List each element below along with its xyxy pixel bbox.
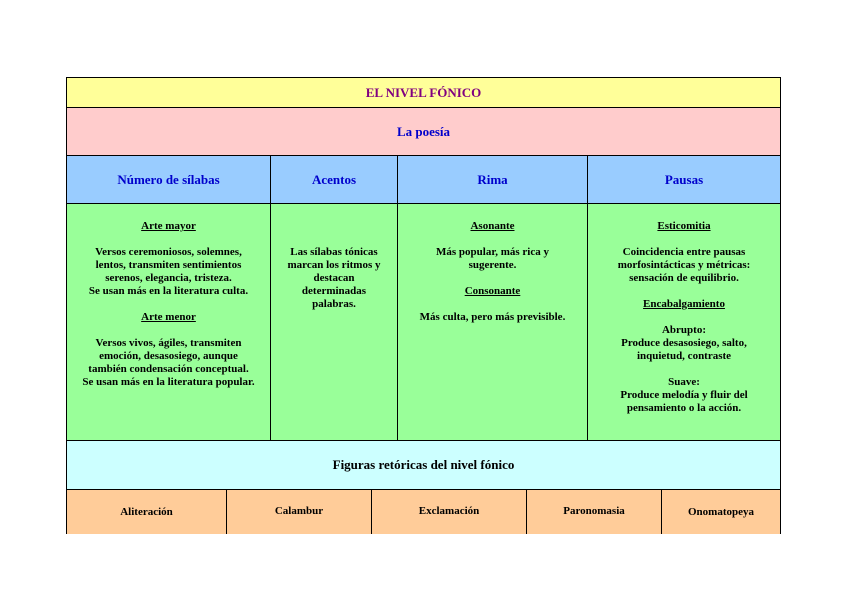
figura-onomatopeya-label: Onomatopeya [688, 506, 754, 518]
pausas-content [588, 204, 780, 440]
acentos-text-2: marcan los ritmos y [287, 259, 381, 271]
category-header-row [67, 156, 780, 204]
suave-text-2: pensamiento o la acción. [626, 402, 742, 414]
figura-paronomasia-label: Paronomasia [563, 505, 625, 517]
figura-aliteracion [67, 490, 227, 534]
asonante-text-2: sugerente. [468, 259, 517, 271]
abrupto-text-1: Produce desasosiego, salto, [621, 337, 747, 349]
arte-menor-text-4: Se usan más en la literatura popular. [82, 376, 255, 388]
acentos-text-1: Las sílabas tónicas [290, 246, 378, 258]
figura-calambur [227, 490, 372, 534]
figuras-title: Figuras retóricas del nivel fónico [332, 457, 515, 472]
arte-menor-text-2: emoción, desasosiego, aunque [99, 350, 238, 362]
figura-exclamacion [372, 490, 527, 534]
arte-mayor-heading: Arte mayor [141, 220, 196, 232]
header-pausas [588, 156, 780, 203]
esticomitia-text-2: morfosintácticas y métricas: [617, 259, 751, 271]
figura-onomatopeya [662, 490, 780, 534]
figuras-title-row [67, 441, 780, 490]
arte-menor-heading: Arte menor [141, 311, 196, 323]
title-row [67, 78, 780, 108]
asonante-text-1: Más popular, más rica y [436, 246, 549, 258]
diagram-title: EL NIVEL FÓNICO [365, 84, 482, 100]
esticomitia-heading: Esticomitia [657, 220, 711, 232]
figura-exclamacion-label: Exclamación [418, 505, 480, 517]
arte-menor-text-1: Versos vivos, ágiles, transmiten [95, 337, 242, 349]
encabalgamiento-heading: Encabalgamiento [643, 298, 725, 310]
header-acentos-label: Acentos [311, 171, 357, 187]
nivel-fonico-diagram [66, 77, 781, 534]
content-row [67, 204, 780, 441]
asonante-heading: Asonante [470, 220, 515, 232]
acentos-text-4: determinadas [301, 285, 367, 297]
figura-aliteracion-label: Aliteración [120, 506, 173, 518]
silabas-content [67, 204, 271, 440]
subtitle-row [67, 108, 780, 156]
figura-calambur-label: Calambur [274, 505, 324, 517]
header-acentos [271, 156, 398, 203]
figura-paronomasia [527, 490, 662, 534]
consonante-heading: Consonante [464, 285, 521, 297]
figuras-row [67, 490, 780, 534]
abrupto-label: Abrupto: [661, 324, 706, 336]
arte-mayor-text-1: Versos ceremoniosos, solemnes, [95, 246, 242, 258]
arte-mayor-text-4: Se usan más en la literatura culta. [88, 285, 249, 297]
header-silabas-label: Número de sílabas [117, 171, 220, 187]
arte-mayor-text-3: serenos, elegancia, tristeza. [105, 272, 232, 284]
arte-mayor-text-2: lentos, transmiten sentimientos [95, 259, 242, 271]
diagram-subtitle: La poesía [396, 123, 451, 139]
header-rima [398, 156, 588, 203]
abrupto-text-2: inquietud, contraste [636, 350, 732, 362]
esticomitia-text-3: sensación de equilibrio. [629, 272, 739, 284]
rima-content [398, 204, 588, 440]
esticomitia-text-1: Coincidencia entre pausas [622, 246, 746, 258]
consonante-text-1: Más culta, pero más previsible. [419, 311, 566, 323]
header-silabas [67, 156, 271, 203]
acentos-content [271, 204, 398, 440]
acentos-text-3: destacan [313, 272, 355, 284]
header-pausas-label: Pausas [664, 171, 704, 187]
suave-label: Suave: [668, 376, 700, 388]
arte-menor-text-3: también condensación conceptual. [88, 363, 249, 375]
acentos-text-5: palabras. [312, 298, 356, 310]
header-rima-label: Rima [477, 171, 508, 187]
suave-text-1: Produce melodía y fluir del [620, 389, 748, 401]
